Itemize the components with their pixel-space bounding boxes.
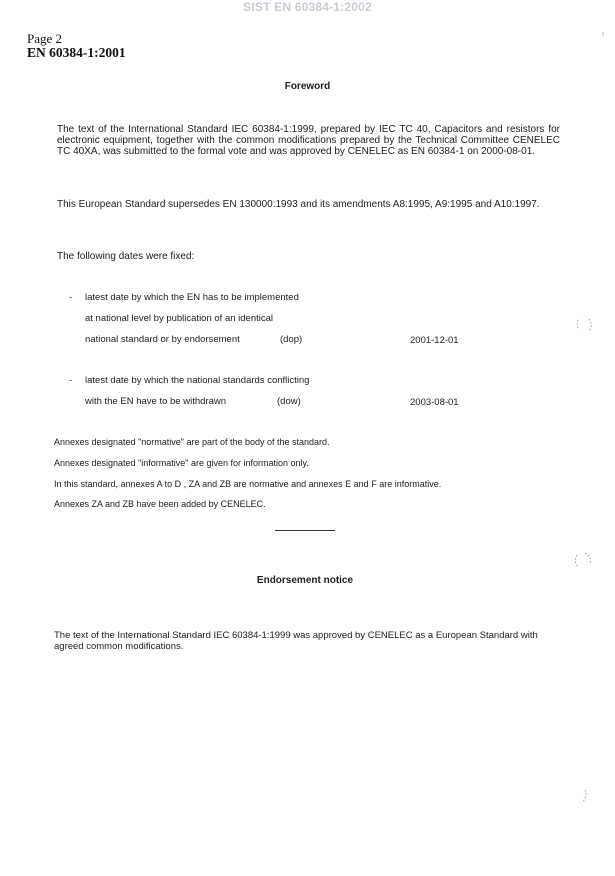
endorsement-title: Endorsement notice bbox=[256, 575, 354, 586]
page-number: Page 2 bbox=[27, 31, 63, 46]
watermark: SIST EN 60384-1:2002 bbox=[243, 0, 372, 14]
date-entry-bullet: - bbox=[69, 375, 73, 386]
punch-hole-mark bbox=[572, 312, 598, 338]
date-entry-date: 2003-08-01 bbox=[410, 397, 459, 408]
punch-hole-mark bbox=[570, 548, 596, 574]
date-entry-code: (dop) bbox=[280, 334, 303, 345]
date-entry-bullet: - bbox=[69, 292, 73, 303]
annex-note: Annexes ZA and ZB have been added by CENELEC. bbox=[54, 499, 266, 509]
endorsement-text: The text of the International Standard IEC 60384-1:1999 was approved by CENELEC as a European Standard with agreed common modifications. bbox=[54, 630, 538, 652]
dates-intro: The following dates were fixed: bbox=[57, 251, 195, 262]
foreword-paragraph-1: The text of the International Standard IEC 60384-1:1999, prepared by IEC TC 40, Capacitors and resistors for electronic equipment, together with the common modifications prepared by the Technical Committee CENELEC TC 40XA, was submitted to the formal vote and was approved by CENELEC as EN 60384-1 on 2000-08-01. bbox=[57, 124, 560, 157]
date-entry-line: national standard or by endorsement bbox=[85, 334, 240, 345]
date-entry-line: latest date by which the national standards conflicting bbox=[85, 375, 310, 386]
foreword-paragraph-2: This European Standard supersedes EN 130000:1993 and its amendments A8:1995, A9:1995 and A10:1997. bbox=[57, 199, 540, 210]
document-id: EN 60384-1:2001 bbox=[27, 45, 126, 60]
date-entry-line: at national level by publication of an identical bbox=[85, 313, 274, 324]
date-entry-code: (dow) bbox=[277, 396, 301, 407]
section-divider bbox=[275, 530, 335, 531]
foreword-title: Foreword bbox=[284, 81, 331, 92]
date-entry-line: with the EN have to be withdrawn bbox=[85, 396, 226, 407]
date-entry-date: 2001-12-01 bbox=[410, 335, 459, 346]
punch-hole-mark bbox=[568, 784, 594, 810]
edge-mark bbox=[598, 30, 608, 50]
date-entry-line: latest date by which the EN has to be implemented bbox=[85, 292, 299, 303]
annex-note: Annexes designated "normative" are part of the body of the standard. bbox=[54, 437, 330, 447]
annex-note: Annexes designated "informative" are given for information only. bbox=[54, 458, 309, 468]
annex-note: In this standard, annexes A to D , ZA and ZB are normative and annexes E and F are informative. bbox=[54, 479, 442, 489]
